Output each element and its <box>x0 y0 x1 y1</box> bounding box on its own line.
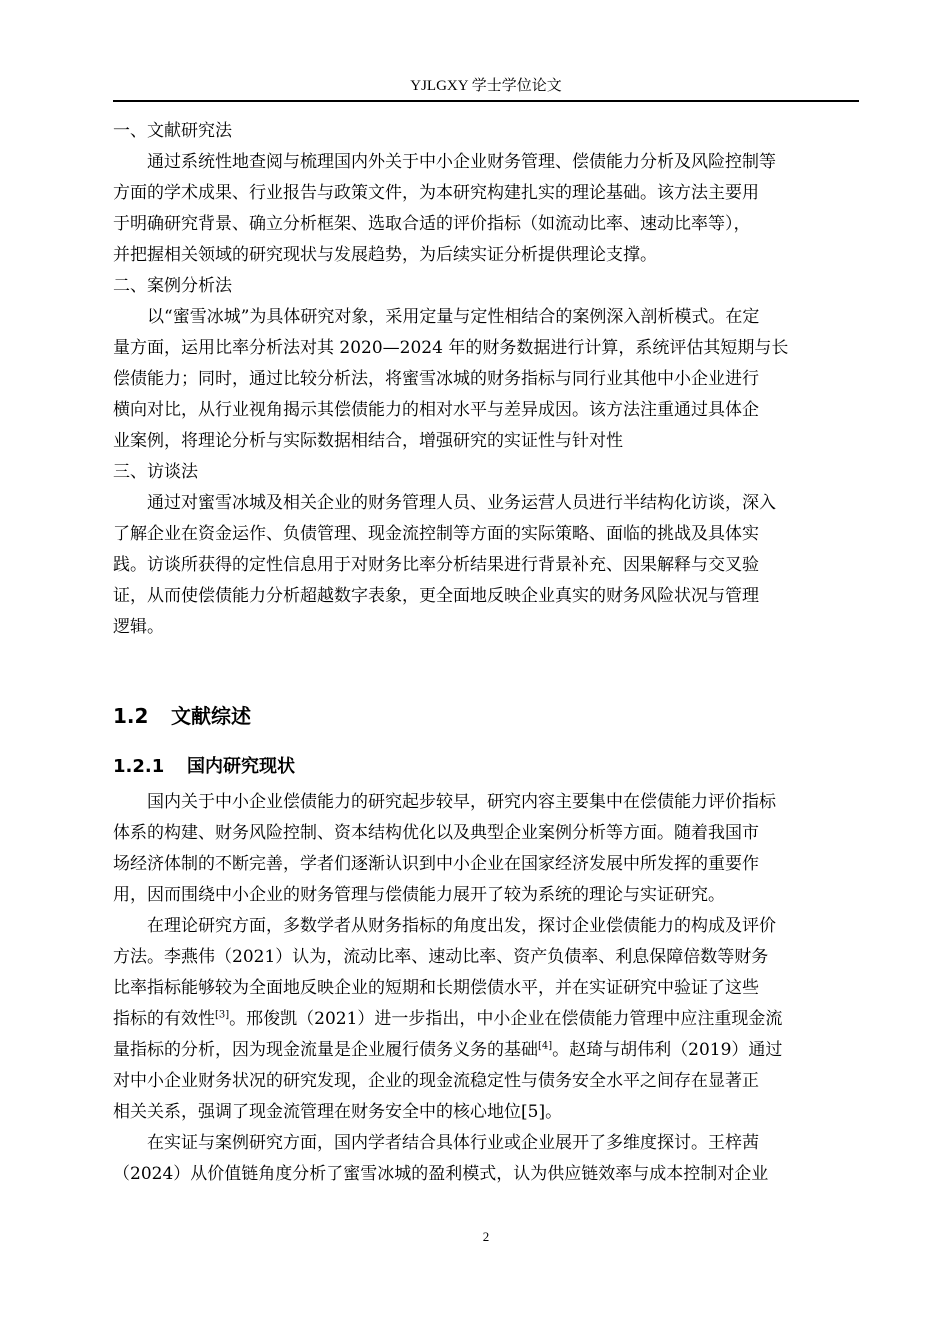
text-line: 横向对比，从行业视角揭示其偿债能力的相对水平与差异成因。该方法注重通过具体企 <box>113 400 759 420</box>
text-line: 偿债能力；同时，通过比较分析法，将蜜雪冰城的财务指标与同行业其他中小企业进行 <box>113 369 759 389</box>
text-line: 以“蜜雪冰城”为具体研究对象，采用定量与定性相结合的案例深入剖析模式。在定 <box>147 307 760 327</box>
text-run: 指标的有效性 <box>113 1009 215 1029</box>
text-line: 业案例，将理论分析与实际数据相结合，增强研究的实证性与针对性 <box>113 431 623 451</box>
text-run: 量指标的分析，因为现金流量是企业履行债务义务的基础 <box>113 1040 538 1060</box>
text-run: 。赵琦与胡伟利（2019）通过 <box>552 1040 783 1060</box>
section-title-1-2 <box>113 700 251 729</box>
section-number: 1.2 <box>113 704 149 728</box>
section-heading: 三、访谈法 <box>113 462 198 482</box>
text-line: 践。访谈所获得的定性信息用于对财务比率分析结果进行背景补充、因果解释与交叉验 <box>113 555 759 575</box>
paragraph <box>113 1128 859 1190</box>
text-line <box>113 1004 859 1035</box>
text-line <box>113 1035 859 1066</box>
section-heading: 二、案例分析法 <box>113 276 232 296</box>
text-run: 。邢俊凯（2021）进一步指出，中小企业在偿债能力管理中应注重现金流 <box>229 1009 783 1029</box>
subsection-title-text: 国内研究现状 <box>187 756 295 777</box>
text-line: 在理论研究方面，多数学者从财务指标的角度出发，探讨企业偿债能力的构成及评价 <box>147 916 776 936</box>
running-header: YJLGXY 学士学位论文 <box>410 78 562 94</box>
section-heading: 一、文献研究法 <box>113 121 232 141</box>
text-line: 证，从而使偿债能力分析超越数字表象，更全面地反映企业真实的财务风险状况与管理 <box>113 586 759 606</box>
header-divider <box>113 100 859 102</box>
method-section-literature <box>113 116 859 271</box>
text-line: 比率指标能够较为全面地反映企业的短期和长期偿债水平，并在实证研究中验证了这些 <box>113 978 759 998</box>
page-body <box>113 116 859 643</box>
citation-marker: [3] <box>215 1009 230 1021</box>
text-line: 量方面，运用比率分析法对其 2020—2024 年的财务数据进行计算，系统评估其短期与长 <box>113 338 789 358</box>
citation-marker: [4] <box>538 1040 553 1052</box>
text-line: 通过系统性地查阅与梳理国内外关于中小企业财务管理、偿债能力分析及风险控制等 <box>147 152 776 172</box>
paragraph <box>113 787 859 911</box>
subsection-number: 1.2.1 <box>113 756 165 777</box>
text-line: 体系的构建、财务风险控制、资本结构优化以及典型企业案例分析等方面。随着我国市 <box>113 823 759 843</box>
paragraph <box>113 488 859 643</box>
text-line: 逻辑。 <box>113 617 164 637</box>
text-line: 相关关系，强调了现金流管理在财务安全中的核心地位[5]。 <box>113 1102 563 1122</box>
paragraph <box>113 147 859 271</box>
section-title-text: 文献综述 <box>171 704 251 728</box>
subsection-title-1-2-1 <box>113 752 295 778</box>
text-line: 了解企业在资金运作、负债管理、现金流控制等方面的实际策略、面临的挑战及具体实 <box>113 524 759 544</box>
paragraph <box>113 911 859 1128</box>
text-line: 于明确研究背景、确立分析框架、选取合适的评价指标（如流动比率、速动比率等）， <box>113 214 751 234</box>
text-line: 对中小企业财务状况的研究发现，企业的现金流稳定性与债务安全水平之间存在显著正 <box>113 1071 759 1091</box>
domestic-research-body <box>113 787 859 1190</box>
text-line: 用，因而围绕中小企业的财务管理与偿债能力展开了较为系统的理论与实证研究。 <box>113 885 725 905</box>
text-line: 方法。李燕伟（2021）认为，流动比率、速动比率、资产负债率、利息保障倍数等财务 <box>113 947 769 967</box>
text-line: （2024）从价值链角度分析了蜜雪冰城的盈利模式，认为供应链效率与成本控制对企业 <box>113 1164 769 1184</box>
text-line: 国内关于中小企业偿债能力的研究起步较早，研究内容主要集中在偿债能力评价指标 <box>147 792 776 812</box>
method-section-interview <box>113 457 859 643</box>
text-line: 方面的学术成果、行业报告与政策文件，为本研究构建扎实的理论基础。该方法主要用 <box>113 183 759 203</box>
text-line: 在实证与案例研究方面，国内学者结合具体行业或企业展开了多维度探讨。王梓茜 <box>147 1133 759 1153</box>
text-line: 通过对蜜雪冰城及相关企业的财务管理人员、业务运营人员进行半结构化访谈，深入 <box>147 493 776 513</box>
text-line: 场经济体制的不断完善，学者们逐渐认识到中小企业在国家经济发展中所发挥的重要作 <box>113 854 759 874</box>
paragraph <box>113 302 859 457</box>
method-section-case <box>113 271 859 457</box>
page-number: 2 <box>482 1229 490 1244</box>
text-line: 并把握相关领域的研究现状与发展趋势，为后续实证分析提供理论支撑。 <box>113 245 657 265</box>
